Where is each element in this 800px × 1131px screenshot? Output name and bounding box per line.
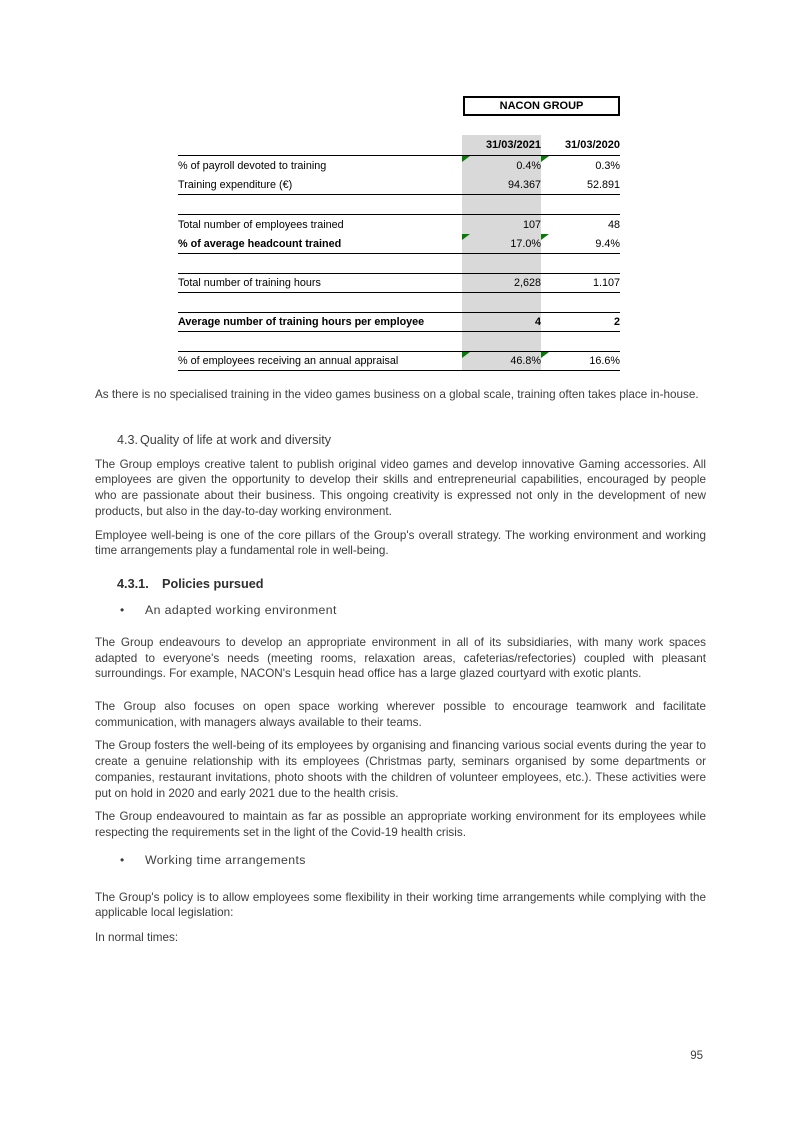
bullet-text: Working time arrangements — [145, 852, 306, 867]
bullet-adapted-environment — [120, 603, 706, 617]
paragraph-creative-talent: The Group employs creative talent to publish original video games and develop innovative Gaming accessories. All employees are given the opportunity to develop their skills and entrepreneurial capabilities, encouraged by people who are passionate about their business. This ongoing creativity is expressed not only in the development of new products, but also in the day-to-day working environment. — [95, 457, 706, 518]
training-table-block — [178, 96, 620, 371]
spacer-cell-2020 — [541, 195, 620, 214]
table-cell-2020: 0.3% — [541, 155, 620, 175]
table-cell-2021: 94.367 — [462, 175, 541, 195]
comment-flag-icon — [462, 352, 470, 358]
comment-flag-icon — [462, 234, 470, 240]
spacer-cell-2021 — [462, 293, 541, 312]
bullet-icon: • — [120, 852, 125, 867]
heading-text: Quality of life at work and diversity — [140, 432, 332, 447]
section-heading-4-3 — [117, 433, 706, 447]
table-row-label: Training expenditure (€) — [178, 175, 462, 195]
bullet-icon: • — [120, 602, 125, 617]
spacer-cell-2021 — [462, 332, 541, 351]
heading-number: 4.3. — [117, 432, 139, 447]
paragraph-inhouse-training: As there is no specialised training in the video games business on a global scale, training often takes place in-house. — [95, 388, 699, 401]
comment-flag-icon — [541, 156, 549, 162]
comment-flag-icon — [541, 352, 549, 358]
table-row-label: % of employees receiving an annual appraisal — [178, 351, 462, 371]
table-row — [178, 312, 620, 332]
table-cell-2020: 48 — [541, 214, 620, 234]
comment-flag-icon — [462, 156, 470, 162]
column-header-2020: 31/03/2020 — [564, 139, 620, 151]
column-header-2021: 31/03/2021 — [462, 135, 541, 155]
paragraph-wellbeing-pillar: Employee well-being is one of the core pillars of the Group's overall strategy. The working environment and working time arrangements play a fundamental role in well-being. — [95, 528, 706, 558]
table-row-label: Total number of employees trained — [178, 214, 462, 234]
table-row-label: % of payroll devoted to training — [178, 155, 462, 175]
table-cell-2021: 4 — [462, 312, 541, 332]
table-row-label: Average number of training hours per employee — [178, 312, 462, 332]
training-table — [178, 135, 620, 371]
table-cell-2021: 17.0% — [462, 234, 541, 254]
bullet-working-time — [120, 853, 706, 867]
spacer-cell — [178, 332, 462, 351]
table-row — [178, 214, 620, 234]
table-spacer-row — [178, 332, 620, 351]
section-heading-4-3-1 — [117, 577, 706, 591]
heading-number: 4.3.1. — [117, 576, 149, 591]
page-content — [95, 96, 706, 946]
spacer-cell-2020 — [541, 293, 620, 312]
paragraph-normal-times: In normal times: — [95, 931, 179, 945]
table-row — [178, 175, 620, 195]
table-row — [178, 351, 620, 371]
table-header-row — [178, 135, 620, 155]
table-cell-2020: 9.4% — [541, 234, 620, 254]
bullet-text: An adapted working environment — [145, 602, 337, 617]
paragraph-open-space: The Group also focuses on open space working wherever possible to encourage teamwork and facilitate communication, with managers always available to their teams. — [95, 700, 706, 729]
table-cell-2020: 1.107 — [541, 273, 620, 293]
table-row — [178, 234, 620, 254]
spacer-cell-2021 — [462, 254, 541, 273]
table-spacer-row — [178, 195, 620, 214]
table-spacer-row — [178, 293, 620, 312]
table-spacer-row — [178, 254, 620, 273]
table-cell-2020: 16.6% — [541, 351, 620, 371]
group-header-box: NACON GROUP — [463, 96, 620, 116]
spacer-cell — [178, 195, 462, 214]
table-cell-2020: 2 — [541, 312, 620, 332]
table-header-empty — [178, 135, 462, 155]
paragraph-flexibility-policy: The Group's policy is to allow employees some flexibility in their working time arrangements while complying with the applicable local legislation: — [95, 890, 706, 920]
table-cell-2020: 52.891 — [541, 175, 620, 195]
paragraph-covid-environment: The Group endeavoured to maintain as far as possible an appropriate working environment for its employees while respecting the requirements set in the light of the Covid-19 health crisis. — [95, 810, 706, 839]
spacer-cell-2021 — [462, 195, 541, 214]
spacer-cell — [178, 254, 462, 273]
spacer-cell-2020 — [541, 254, 620, 273]
training-table-body — [178, 135, 620, 371]
table-row-label: % of average headcount trained — [178, 234, 462, 254]
comment-flag-icon — [541, 234, 549, 240]
table-row-label: Total number of training hours — [178, 273, 462, 293]
heading-text: Policies pursued — [162, 576, 264, 591]
paragraph-endeavours-environment: The Group endeavours to develop an appropriate environment in all of its subsidiaries, with many work spaces adapted to everyone's needs (meeting rooms, relaxation areas, cafeterias/refectories) coupled with pleasant surroundings. For example, NACON's Lesquin head office has a large glazed courtyard with exotic plants. — [95, 635, 706, 681]
table-cell-2021: 107 — [462, 214, 541, 234]
paragraph-social-events: The Group fosters the well-being of its employees by organising and financing various social events during the year to create a genuine relationship with its employees (Christmas party, seminars organised by some departments or companies, restaurant invitations, photo shoots with the children of volunteer employees, etc.). These activities were put on hold in 2020 and early 2021 due to the health crisis. — [95, 739, 706, 800]
table-cell-2021: 46.8% — [462, 351, 541, 371]
spacer-cell — [178, 293, 462, 312]
table-cell-2021: 0.4% — [462, 155, 541, 175]
table-cell-2021: 2,628 — [462, 273, 541, 293]
table-row — [178, 273, 620, 293]
page-number: 95 — [690, 1050, 703, 1062]
spacer-cell-2020 — [541, 332, 620, 351]
table-row — [178, 155, 620, 175]
